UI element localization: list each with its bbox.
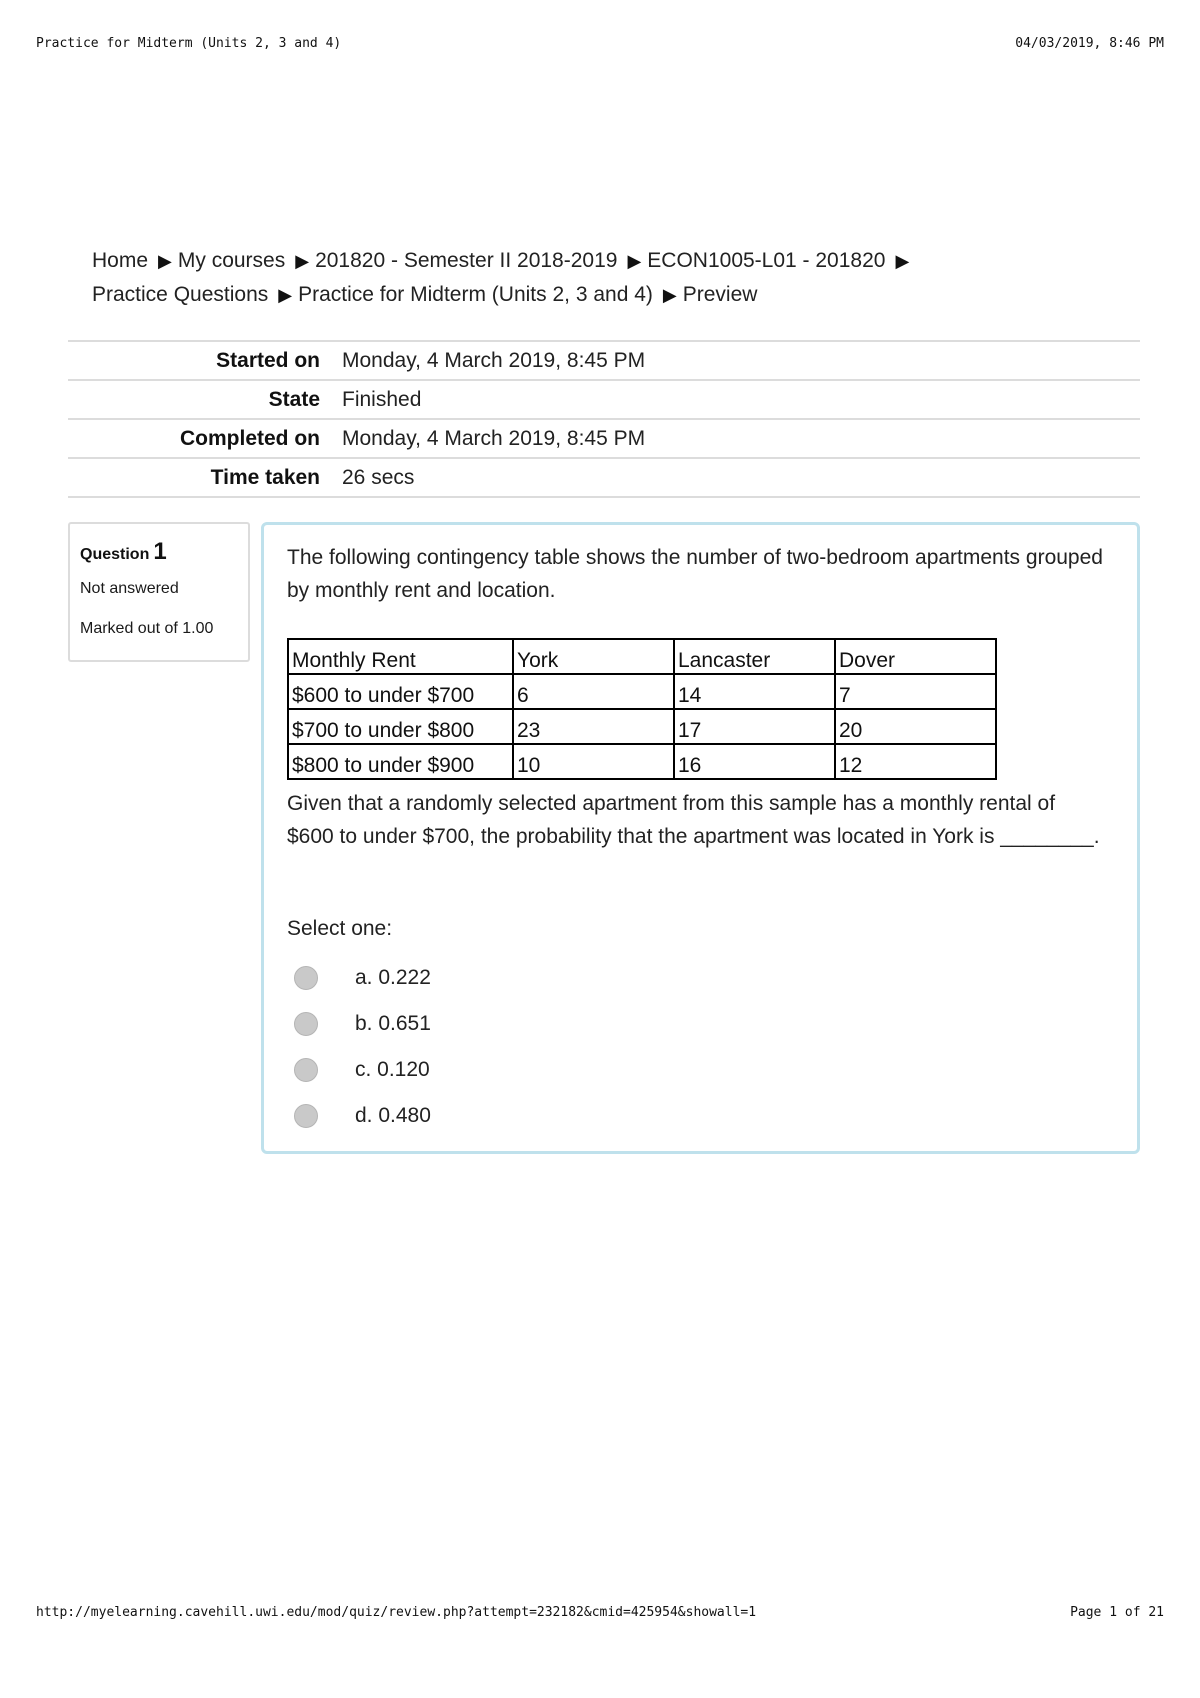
table-header-cell: Dover — [835, 639, 996, 674]
summary-label: Time taken — [210, 465, 320, 489]
table-cell: 12 — [835, 744, 996, 779]
attempt-summary-table — [68, 340, 1140, 498]
question-number-value: 1 — [153, 538, 167, 565]
breadcrumb-my-courses[interactable]: My courses — [177, 249, 286, 272]
triangle-right-icon: ▶ — [158, 251, 172, 271]
question-number — [80, 538, 238, 566]
summary-row — [68, 419, 1140, 458]
table-row — [288, 709, 996, 744]
question-info-box — [68, 522, 250, 662]
table-row — [288, 674, 996, 709]
print-url: http://myelearning.cavehill.uwi.edu/mod/quiz/review.php?attempt=232182&cmid=425954&showall=1 — [36, 1605, 757, 1620]
radio-button[interactable] — [294, 1058, 318, 1082]
triangle-right-icon: ▶ — [278, 285, 293, 305]
question-label: Question — [80, 546, 150, 563]
table-cell: 17 — [674, 709, 835, 744]
table-header-cell: Lancaster — [674, 639, 835, 674]
table-cell: $600 to under $700 — [288, 674, 513, 709]
summary-label: Started on — [216, 348, 320, 372]
breadcrumb-course[interactable]: ECON1005-L01 - 201820 — [647, 249, 886, 272]
radio-button[interactable] — [294, 1104, 318, 1128]
breadcrumb-semester[interactable]: 201820 - Semester II 2018-2019 — [315, 249, 618, 272]
table-header-row — [288, 639, 996, 674]
summary-row — [68, 380, 1140, 419]
answer-option-b[interactable] — [294, 1001, 431, 1047]
answer-option-label: a. 0.222 — [355, 966, 431, 989]
answer-option-a[interactable] — [294, 955, 431, 1001]
table-row — [288, 744, 996, 779]
print-header — [36, 36, 1164, 51]
radio-button[interactable] — [294, 966, 318, 990]
table-header-cell: Monthly Rent — [288, 639, 513, 674]
summary-label: Completed on — [180, 426, 320, 450]
breadcrumb-preview[interactable]: Preview — [682, 283, 758, 306]
summary-value: 26 secs — [342, 465, 415, 489]
table-cell: $800 to under $900 — [288, 744, 513, 779]
question-state: Not answered — [80, 580, 179, 597]
table-cell: 6 — [513, 674, 674, 709]
question-content — [261, 522, 1140, 1154]
table-cell: $700 to under $800 — [288, 709, 513, 744]
summary-row — [68, 458, 1140, 497]
table-header-cell: York — [513, 639, 674, 674]
answer-option-c[interactable] — [294, 1047, 431, 1093]
answer-option-label: d. 0.480 — [355, 1104, 431, 1127]
breadcrumb — [92, 244, 1052, 312]
triangle-right-icon: ▶ — [895, 251, 910, 271]
table-cell: 20 — [835, 709, 996, 744]
print-datetime: 04/03/2019, 8:46 PM — [1015, 36, 1164, 51]
triangle-right-icon: ▶ — [662, 285, 677, 305]
table-cell: 7 — [835, 674, 996, 709]
question-intro-text: The following contingency table shows the number of two-bedroom apartments grouped by monthly rent and location. — [287, 546, 1103, 602]
summary-value: Monday, 4 March 2019, 8:45 PM — [342, 348, 646, 372]
question-grade: Marked out of 1.00 — [80, 620, 214, 637]
table-cell: 16 — [674, 744, 835, 779]
triangle-right-icon: ▶ — [627, 251, 642, 271]
answer-option-d[interactable] — [294, 1093, 431, 1139]
table-cell: 23 — [513, 709, 674, 744]
summary-value: Finished — [342, 387, 422, 411]
breadcrumb-quiz[interactable]: Practice for Midterm (Units 2, 3 and 4) — [298, 283, 653, 306]
answer-option-label: c. 0.120 — [355, 1058, 430, 1081]
triangle-right-icon: ▶ — [295, 251, 310, 271]
summary-value: Monday, 4 March 2019, 8:45 PM — [342, 426, 646, 450]
contingency-table — [287, 638, 997, 780]
print-title: Practice for Midterm (Units 2, 3 and 4) — [36, 36, 342, 51]
summary-row — [68, 341, 1140, 380]
answer-option-label: b. 0.651 — [355, 1012, 431, 1035]
summary-label: State — [268, 387, 320, 411]
breadcrumb-practice-questions[interactable]: Practice Questions — [92, 283, 269, 306]
radio-button[interactable] — [294, 1012, 318, 1036]
print-page-number: Page 1 of 21 — [1070, 1605, 1164, 1620]
select-one-prompt: Select one: — [287, 917, 393, 940]
print-footer — [36, 1605, 1164, 1620]
table-cell: 14 — [674, 674, 835, 709]
answer-options — [294, 955, 431, 1139]
question-body-text: Given that a randomly selected apartment from this sample has a monthly rental of $600 to under $700, the probability that the apartment was located in York is ________. — [287, 792, 1100, 848]
table-cell: 10 — [513, 744, 674, 779]
breadcrumb-home[interactable]: Home — [92, 249, 149, 272]
